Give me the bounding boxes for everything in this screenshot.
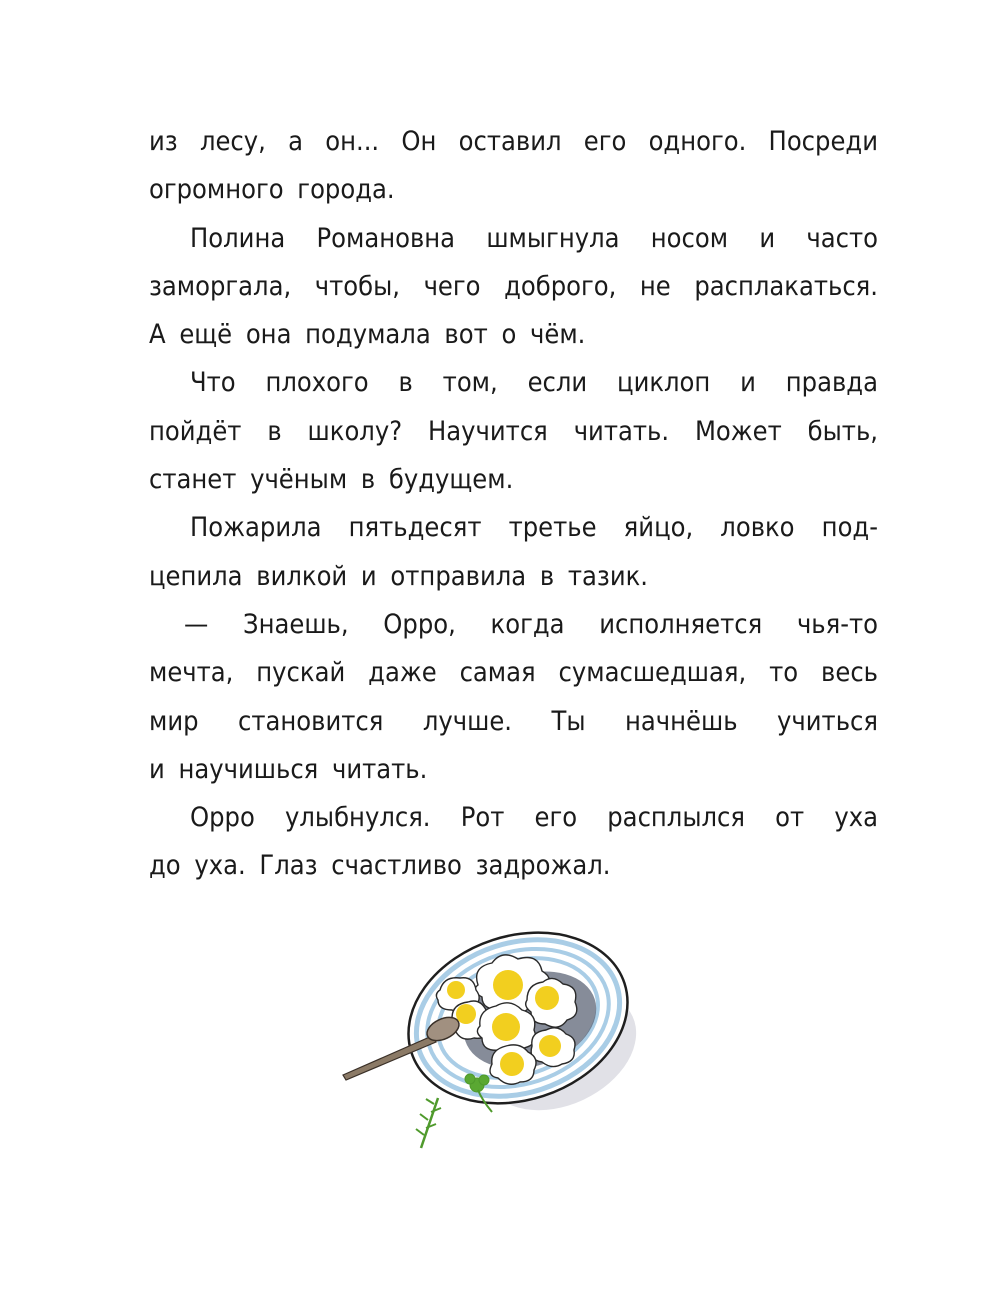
text-line: пойдёт в школу? Научится читать. Может быть,: [149, 415, 878, 447]
text-line: мечта, пускай даже самая сумасшедшая, то весь: [149, 657, 878, 689]
text-line: цепила вилкой и отправила в тазик.: [149, 560, 648, 592]
paragraph-6: [149, 794, 878, 891]
text-line: станет учёным в будущем.: [149, 464, 514, 496]
paragraph-5-dialog: [149, 601, 878, 794]
text-line: Полина Романовна шмыгнула носом и часто: [190, 222, 878, 254]
paragraph-4: [149, 504, 878, 601]
text-line: — Знаешь, Орро, когда исполняется чья-то: [184, 608, 878, 640]
text-line: и научишься читать.: [149, 753, 428, 785]
text-line: мир становится лучше. Ты начнёшь учиться: [149, 705, 878, 737]
text-line: из лесу, а он... Он оставил его одного. Посреди: [149, 126, 878, 157]
paragraph-2: [149, 215, 878, 360]
text-line: Орро улыбнулся. Рот его расплылся от уха: [190, 802, 878, 834]
paragraph-3: [149, 359, 878, 504]
text-line: Что плохого в том, если циклоп и правда: [190, 367, 878, 399]
fried-eggs-plate-illustration: [330, 930, 660, 1160]
text-line: заморгала, чтобы, чего доброго, не расплакаться.: [149, 270, 878, 302]
paragraph-1: [149, 118, 878, 215]
text-line: Пожарила пятьдесят третье яйцо, ловко под-: [190, 512, 878, 544]
text-line: А ещё она подумала вот о чём.: [149, 319, 586, 351]
body-text: [149, 118, 878, 891]
text-line: огромного города.: [149, 174, 395, 206]
text-line: до уха. Глаз счастливо задрожал.: [149, 850, 611, 882]
